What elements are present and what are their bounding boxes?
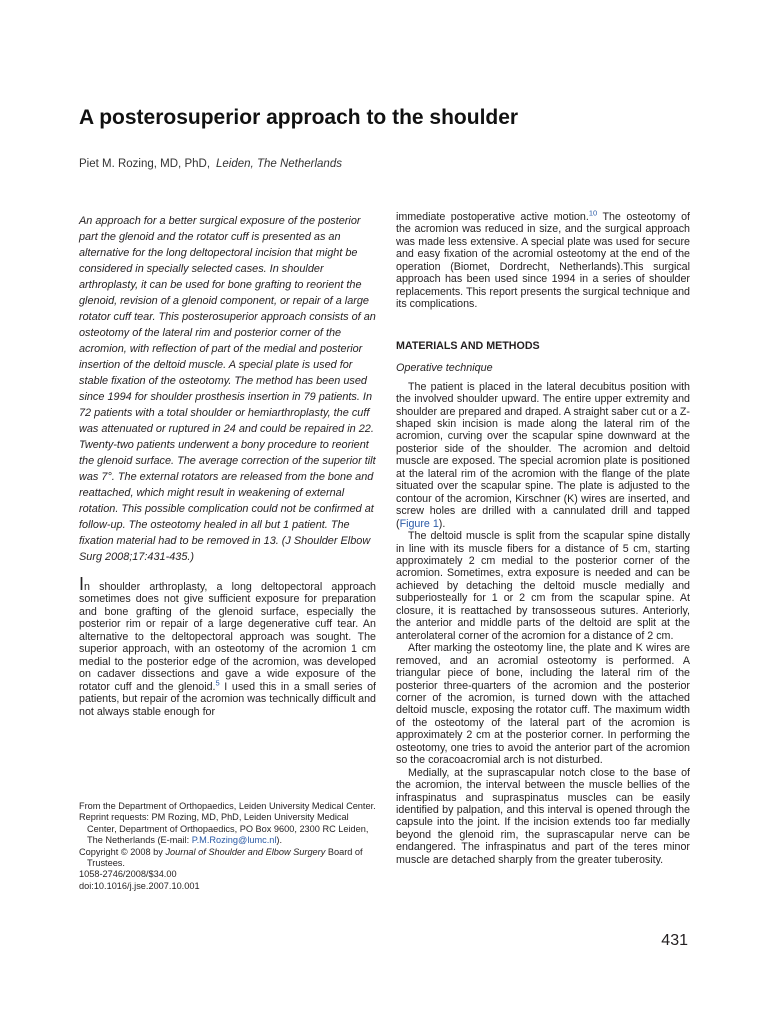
footnote-reprint [79, 812, 379, 846]
author-location: Leiden, The Netherlands [216, 158, 342, 170]
methods-paragraph-2: The deltoid muscle is split from the scapular spine distally in line with its muscle fibers for a distance of 5 cm, starting approximately 2 cm medial to the posterior corner of the acromion. Sometimes, extra exposure is needed and can be achieved by detaching the deltoid muscle medially and subperiosteally for 1 or 2 cm from the scapular spine. At closure, it is reattached by transosseous sutures. Anteriorly, the anterior and middle parts of the deltoid are split at the anterolateral corner of the acromion for a distance of 2 cm. [396, 530, 690, 642]
footnote-doi: doi:10.1016/j.jse.2007.10.001 [79, 880, 200, 891]
journal-name: Journal of Shoulder and Elbow Surgery [165, 846, 326, 857]
reprint-text-b: ). [276, 835, 283, 846]
reference-link[interactable]: 10 [588, 208, 598, 218]
right-column [396, 208, 690, 866]
copyright-text-b: Board of Trustees. [87, 846, 363, 869]
section-heading: MATERIALS AND METHODS [396, 339, 540, 352]
figure-link[interactable]: Figure 1 [399, 517, 439, 530]
footnote-copyright [79, 847, 379, 870]
intro-text-a: n shoulder arthroplasty, a long deltopectoral approach sometimes does not give sufficient exposure for preparation and bone grafting of the glenoid surface, especially the posterior rim or repair of a large degenerative cuff tear. An alternative to the deltopectoral approach was sought. The superior approach, with an osteotomy of the acromion 1 cm medial to the posterior edge of the acromion, was developed on cadaver dissections and gave a wide exposure of the rotator cuff and the glenoid. [79, 581, 376, 693]
intro-text-b: I used this in a small series of patients, but repair of the acromion was technically difficult and not always stable enough for [79, 680, 376, 718]
reference-link[interactable]: 5 [215, 678, 220, 688]
copyright-text-a: Copyright © 2008 by [79, 846, 166, 857]
email-link[interactable]: P.M.Rozing@lumc.nl [191, 835, 277, 846]
author-line [79, 156, 699, 172]
subsection-heading: Operative technique [396, 361, 493, 374]
footnotes [79, 801, 379, 892]
intro-paragraph [79, 574, 376, 718]
abstract: An approach for a better surgical exposure of the posterior part the glenoid and the rotator cuff is presented as an alternative for the long deltopectoral incision that might be considered in specially selected cases. In shoulder arthroplasty, it can be used for bone grafting to reorient the glenoid, revision of a glenoid component, or repair of a large rotator cuff tear. This posterosuperior approach consists of an osteotomy of the lateral rim and posterior corner of the acromion, with reflection of part of the medial and posterior insertion of the deltoid muscle. A special plate is used for stable fixation of the osteotomy. The method has been used since 1994 for shoulder prosthesis insertion in 79 patients. In 72 patients with a total shoulder or hemiarthroplasty, the cuff was attenuated or ruptured in 24 and could be repaired in 22. Twenty-two patients underwent a bony procedure to reorient the glenoid surface. The average correction of the superior tilt was 7°. The external rotators are released from the bone and reattached, which might result in weakening of external rotation. This possible complication could not be confirmed at follow-up. The osteotomy healed in all but 1 patient. The fixation material had to be removed in 13. (J Shoulder Elbow Surg 2008;17:431-435.) [79, 215, 376, 563]
drop-cap: I [79, 574, 85, 594]
methods-p1-text-b: ). [438, 517, 446, 530]
footnote-department: From the Department of Orthopaedics, Leiden University Medical Center. [79, 801, 376, 811]
methods-paragraph-1 [396, 381, 690, 530]
methods-paragraph-4: Medially, at the suprascapular notch close to the base of the acromion, the interval between the muscle bellies of the infraspinatus and supraspinatus muscles can be easily identified by palpation, and this interval is opened through the capsule into the joint. If the incision extends too far medially beyond the glenoid rim, the suprascapular nerve can be endangered. The infraspinatus and part of the teres minor muscle are detached sharply from the greater tuberosity. [396, 766, 690, 866]
left-column [79, 213, 376, 718]
intro-continued-b: The osteotomy of the acromion was reduced in size, and the surgical approach was made less extensive. A special plate was used for secure and easy fixation of the acromial osteotomy at the end of the operation (Biomet, Dordrecht, Netherlands).This surgical approach has been used since 1994 in a series of shoulder replacements. This report presents the surgical technique and its complications. [396, 211, 690, 311]
article-title: A posterosuperior approach to the shoulder [79, 106, 519, 129]
footnote-issn: 1058-2746/2008/$34.00 [79, 869, 177, 880]
author-name: Piet M. Rozing, MD, PhD, [79, 158, 211, 170]
intro-continued-a: immediate postoperative active motion. [396, 211, 589, 223]
methods-p1-text-a: The patient is placed in the lateral decubitus position with the involved shoulder upward. The entire upper extremity and shoulder are prepared and draped. A straight saber cut or a Z-shaped skin incision is made along the lateral rim of the acromion, curving over the scapular spine downward at the posterior side of the shoulder. The acromion and deltoid muscle are exposed. The special acromion plate is positioned at the lateral rim of the acromion with the flange of the plate situated over the scapular spine. The plate is adjusted to the contour of the acromion, Kirschner (K) wires are inserted, and screw holes are drilled with a cannulated drill and tapped ( [396, 380, 690, 530]
reprint-text-a: Reprint requests: PM Rozing, MD, PhD, Leiden University Medical Center, Department of Orthopaedics, PO Box 9600, 2300 RC Leiden, The Netherlands (E-mail: [79, 812, 369, 846]
methods-paragraph-3: After marking the osteotomy line, the plate and K wires are removed, and an acromial osteotomy is performed. A triangular piece of bone, including the lateral rim of the posterior three-quarters of the acromion and the posterior corner of the acromion, is turned down with the attached deltoid muscle, exposing the rotator cuff. The maximum width of the osteotomy of the lateral part of the acromion is approximately 2 cm at the posterior corner. In performing the osteotomy, one tries to avoid the anterior part of the acromion so the coracoacromial arch is not disturbed. [396, 642, 690, 767]
page-number: 431 [661, 932, 688, 949]
intro-continued [396, 208, 690, 311]
